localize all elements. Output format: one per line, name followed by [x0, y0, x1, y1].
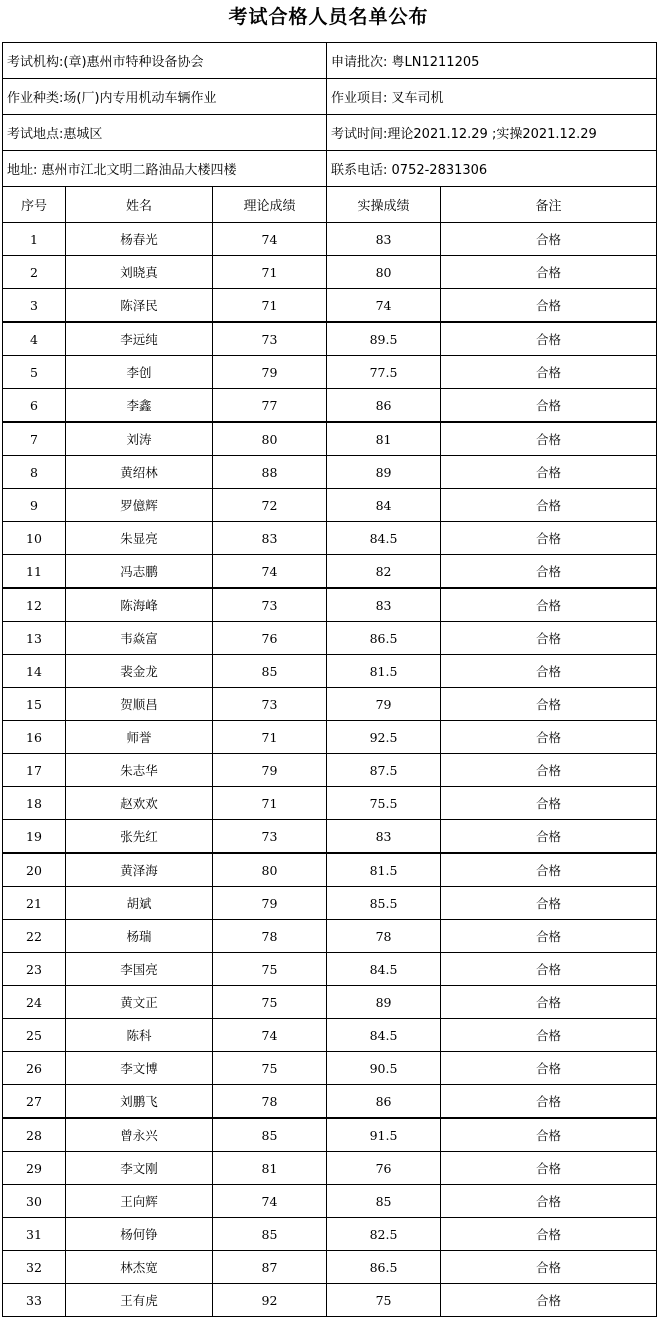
contact-phone: 联系电话: 0752-2831306	[327, 151, 657, 187]
cell-name: 陈泽民	[66, 289, 213, 323]
cell-name: 刘涛	[66, 422, 213, 456]
cell-practical-score: 87.5	[327, 754, 441, 787]
application-batch: 申请批次: 粤LN1211205	[327, 43, 657, 79]
cell-name: 李国亮	[66, 953, 213, 986]
cell-index: 24	[3, 986, 66, 1019]
cell-index: 27	[3, 1085, 66, 1119]
cell-index: 22	[3, 920, 66, 953]
cell-index: 10	[3, 522, 66, 555]
table-row	[3, 820, 657, 854]
cell-theory-score: 71	[213, 787, 327, 820]
table-header	[3, 187, 657, 223]
cell-theory-score: 71	[213, 289, 327, 323]
cell-theory-score: 73	[213, 322, 327, 356]
cell-index: 11	[3, 555, 66, 589]
table-row	[3, 1218, 657, 1251]
cell-theory-score: 85	[213, 1218, 327, 1251]
cell-practical-score: 89.5	[327, 322, 441, 356]
cell-index: 1	[3, 223, 66, 256]
info-row-2	[3, 79, 657, 115]
table-row	[3, 588, 657, 622]
cell-name: 赵欢欢	[66, 787, 213, 820]
table-row	[3, 754, 657, 787]
cell-practical-score: 74	[327, 289, 441, 323]
cell-index: 29	[3, 1152, 66, 1185]
cell-name: 罗億辉	[66, 489, 213, 522]
cell-index: 2	[3, 256, 66, 289]
column-header-name: 姓名	[66, 187, 213, 223]
cell-practical-score: 83	[327, 223, 441, 256]
table-row	[3, 688, 657, 721]
cell-index: 33	[3, 1284, 66, 1317]
table-row	[3, 389, 657, 423]
cell-name: 朱志华	[66, 754, 213, 787]
cell-practical-score: 82	[327, 555, 441, 589]
work-category: 作业种类:场(厂)内专用机动车辆作业	[3, 79, 327, 115]
table-row	[3, 422, 657, 456]
cell-theory-score: 79	[213, 754, 327, 787]
cell-remark: 合格	[441, 1284, 657, 1317]
table-row	[3, 1052, 657, 1085]
cell-name: 贺顺昌	[66, 688, 213, 721]
cell-name: 杨瑞	[66, 920, 213, 953]
cell-name: 李创	[66, 356, 213, 389]
cell-practical-score: 82.5	[327, 1218, 441, 1251]
cell-theory-score: 74	[213, 555, 327, 589]
table-row	[3, 322, 657, 356]
cell-remark: 合格	[441, 920, 657, 953]
cell-name: 刘鹏飞	[66, 1085, 213, 1119]
table-row	[3, 655, 657, 688]
cell-practical-score: 86.5	[327, 622, 441, 655]
cell-remark: 合格	[441, 555, 657, 589]
cell-practical-score: 75.5	[327, 787, 441, 820]
exam-location: 考试地点:惠城区	[3, 115, 327, 151]
cell-theory-score: 79	[213, 356, 327, 389]
table-row	[3, 1085, 657, 1119]
cell-name: 李文刚	[66, 1152, 213, 1185]
cell-theory-score: 87	[213, 1251, 327, 1284]
cell-index: 3	[3, 289, 66, 323]
cell-practical-score: 85	[327, 1185, 441, 1218]
cell-practical-score: 91.5	[327, 1118, 441, 1152]
cell-remark: 合格	[441, 1185, 657, 1218]
cell-index: 4	[3, 322, 66, 356]
cell-theory-score: 75	[213, 986, 327, 1019]
cell-theory-score: 73	[213, 588, 327, 622]
table-row	[3, 953, 657, 986]
cell-name: 黄文正	[66, 986, 213, 1019]
cell-name: 张先红	[66, 820, 213, 854]
table-row	[3, 223, 657, 256]
cell-index: 32	[3, 1251, 66, 1284]
cell-theory-score: 80	[213, 422, 327, 456]
cell-theory-score: 80	[213, 853, 327, 887]
cell-remark: 合格	[441, 389, 657, 423]
cell-remark: 合格	[441, 456, 657, 489]
cell-name: 王向辉	[66, 1185, 213, 1218]
cell-remark: 合格	[441, 223, 657, 256]
cell-remark: 合格	[441, 522, 657, 555]
cell-practical-score: 86	[327, 1085, 441, 1119]
cell-practical-score: 84.5	[327, 1019, 441, 1052]
cell-index: 26	[3, 1052, 66, 1085]
cell-remark: 合格	[441, 289, 657, 323]
cell-remark: 合格	[441, 986, 657, 1019]
table-row	[3, 853, 657, 887]
cell-index: 23	[3, 953, 66, 986]
cell-theory-score: 85	[213, 1118, 327, 1152]
cell-practical-score: 84	[327, 489, 441, 522]
column-header-remark: 备注	[441, 187, 657, 223]
cell-index: 8	[3, 456, 66, 489]
cell-practical-score: 76	[327, 1152, 441, 1185]
cell-theory-score: 88	[213, 456, 327, 489]
cell-name: 王有虎	[66, 1284, 213, 1317]
cell-remark: 合格	[441, 887, 657, 920]
cell-remark: 合格	[441, 489, 657, 522]
cell-practical-score: 85.5	[327, 887, 441, 920]
cell-remark: 合格	[441, 787, 657, 820]
column-header-index: 序号	[3, 187, 66, 223]
cell-remark: 合格	[441, 588, 657, 622]
table-row	[3, 456, 657, 489]
cell-remark: 合格	[441, 655, 657, 688]
cell-theory-score: 73	[213, 688, 327, 721]
cell-theory-score: 71	[213, 256, 327, 289]
cell-name: 胡斌	[66, 887, 213, 920]
table-row	[3, 356, 657, 389]
cell-practical-score: 92.5	[327, 721, 441, 754]
cell-practical-score: 86	[327, 389, 441, 423]
cell-index: 7	[3, 422, 66, 456]
cell-index: 6	[3, 389, 66, 423]
cell-name: 杨何铮	[66, 1218, 213, 1251]
cell-name: 朱显亮	[66, 522, 213, 555]
cell-name: 李鑫	[66, 389, 213, 423]
exam-institution: 考试机构:(章)惠州市特种设备协会	[3, 43, 327, 79]
table-row	[3, 787, 657, 820]
cell-theory-score: 78	[213, 920, 327, 953]
cell-theory-score: 78	[213, 1085, 327, 1119]
cell-index: 21	[3, 887, 66, 920]
cell-theory-score: 71	[213, 721, 327, 754]
cell-name: 刘晓真	[66, 256, 213, 289]
table-row	[3, 256, 657, 289]
table-row	[3, 920, 657, 953]
table-row	[3, 1152, 657, 1185]
cell-remark: 合格	[441, 820, 657, 854]
cell-name: 黄泽海	[66, 853, 213, 887]
table-row	[3, 555, 657, 589]
cell-practical-score: 86.5	[327, 1251, 441, 1284]
cell-remark: 合格	[441, 754, 657, 787]
cell-index: 17	[3, 754, 66, 787]
cell-remark: 合格	[441, 622, 657, 655]
exam-time: 考试时间:理论2021.12.29 ;实操2021.12.29	[327, 115, 657, 151]
cell-index: 31	[3, 1218, 66, 1251]
cell-name: 黄绍林	[66, 456, 213, 489]
cell-remark: 合格	[441, 1085, 657, 1119]
cell-index: 20	[3, 853, 66, 887]
cell-index: 25	[3, 1019, 66, 1052]
cell-practical-score: 79	[327, 688, 441, 721]
cell-remark: 合格	[441, 356, 657, 389]
column-header-practical: 实操成绩	[327, 187, 441, 223]
cell-remark: 合格	[441, 1152, 657, 1185]
cell-remark: 合格	[441, 1251, 657, 1284]
info-row-3	[3, 115, 657, 151]
address: 地址: 惠州市江北文明二路油品大楼四楼	[3, 151, 327, 187]
cell-theory-score: 73	[213, 820, 327, 854]
table-row	[3, 986, 657, 1019]
cell-index: 15	[3, 688, 66, 721]
cell-name: 韦焱富	[66, 622, 213, 655]
cell-index: 5	[3, 356, 66, 389]
cell-theory-score: 74	[213, 1019, 327, 1052]
column-header-theory: 理论成绩	[213, 187, 327, 223]
cell-name: 裴金龙	[66, 655, 213, 688]
cell-theory-score: 75	[213, 953, 327, 986]
work-item: 作业项目: 叉车司机	[327, 79, 657, 115]
cell-name: 杨春光	[66, 223, 213, 256]
cell-name: 冯志鹏	[66, 555, 213, 589]
cell-name: 陈科	[66, 1019, 213, 1052]
cell-theory-score: 72	[213, 489, 327, 522]
cell-theory-score: 77	[213, 389, 327, 423]
cell-theory-score: 75	[213, 1052, 327, 1085]
cell-practical-score: 75	[327, 1284, 441, 1317]
cell-theory-score: 74	[213, 1185, 327, 1218]
table-row	[3, 1019, 657, 1052]
cell-remark: 合格	[441, 422, 657, 456]
cell-name: 李远纯	[66, 322, 213, 356]
info-row-4	[3, 151, 657, 187]
cell-remark: 合格	[441, 256, 657, 289]
cell-index: 18	[3, 787, 66, 820]
cell-theory-score: 83	[213, 522, 327, 555]
cell-remark: 合格	[441, 953, 657, 986]
cell-theory-score: 79	[213, 887, 327, 920]
cell-theory-score: 74	[213, 223, 327, 256]
cell-remark: 合格	[441, 853, 657, 887]
page-title: 考试合格人员名单公布	[228, 6, 429, 28]
cell-theory-score: 85	[213, 655, 327, 688]
table-row	[3, 1185, 657, 1218]
cell-index: 30	[3, 1185, 66, 1218]
cell-name: 林杰宽	[66, 1251, 213, 1284]
cell-index: 9	[3, 489, 66, 522]
cell-remark: 合格	[441, 688, 657, 721]
cell-practical-score: 84.5	[327, 953, 441, 986]
cell-index: 12	[3, 588, 66, 622]
table-row	[3, 522, 657, 555]
cell-practical-score: 81.5	[327, 655, 441, 688]
cell-theory-score: 76	[213, 622, 327, 655]
table-row	[3, 489, 657, 522]
cell-theory-score: 81	[213, 1152, 327, 1185]
cell-name: 李文博	[66, 1052, 213, 1085]
table-row	[3, 622, 657, 655]
info-row-1	[3, 43, 657, 79]
cell-index: 13	[3, 622, 66, 655]
cell-practical-score: 80	[327, 256, 441, 289]
cell-index: 28	[3, 1118, 66, 1152]
cell-practical-score: 89	[327, 986, 441, 1019]
results-table	[2, 42, 657, 1317]
cell-theory-score: 92	[213, 1284, 327, 1317]
cell-name: 曾永兴	[66, 1118, 213, 1152]
cell-index: 16	[3, 721, 66, 754]
table-row	[3, 1284, 657, 1317]
table-row	[3, 721, 657, 754]
cell-name: 陈海峰	[66, 588, 213, 622]
cell-index: 19	[3, 820, 66, 854]
cell-name: 师誉	[66, 721, 213, 754]
table-row	[3, 887, 657, 920]
cell-practical-score: 77.5	[327, 356, 441, 389]
cell-remark: 合格	[441, 1019, 657, 1052]
table-row	[3, 1251, 657, 1284]
cell-practical-score: 84.5	[327, 522, 441, 555]
cell-remark: 合格	[441, 1218, 657, 1251]
cell-practical-score: 89	[327, 456, 441, 489]
cell-index: 14	[3, 655, 66, 688]
cell-practical-score: 78	[327, 920, 441, 953]
cell-remark: 合格	[441, 1118, 657, 1152]
cell-practical-score: 81	[327, 422, 441, 456]
table-row	[3, 1118, 657, 1152]
cell-practical-score: 90.5	[327, 1052, 441, 1085]
cell-remark: 合格	[441, 322, 657, 356]
table-row	[3, 289, 657, 323]
cell-practical-score: 83	[327, 588, 441, 622]
cell-practical-score: 83	[327, 820, 441, 854]
cell-remark: 合格	[441, 721, 657, 754]
cell-practical-score: 81.5	[327, 853, 441, 887]
cell-remark: 合格	[441, 1052, 657, 1085]
